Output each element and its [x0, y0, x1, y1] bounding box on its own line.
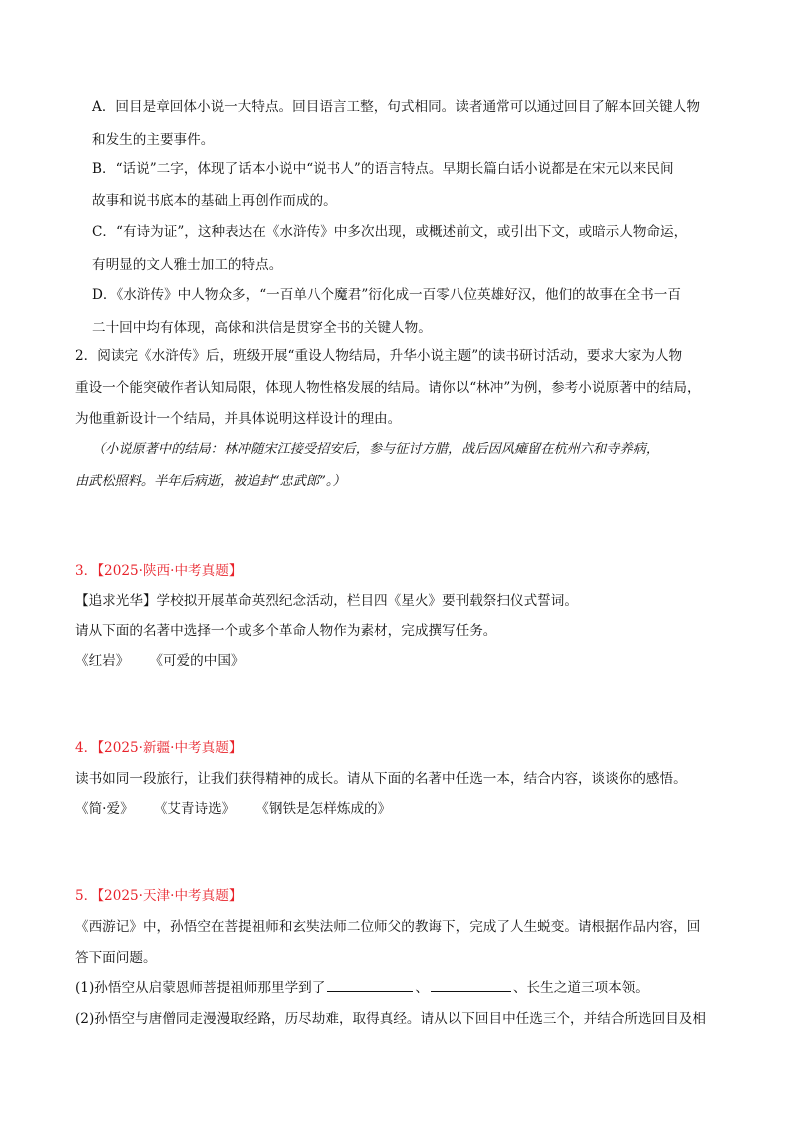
option-c-line-2: 有明显的文人雅士加工的特点。 [92, 257, 283, 273]
option-d-line-2: 二十回中均有体现，高俅和洪信是贯穿全书的关键人物。 [92, 320, 432, 336]
q5-sub1-prefix: (1)孙悟空从启蒙恩师菩提祖师那里学到了 [75, 980, 326, 996]
q5-sub1 [75, 978, 649, 998]
q2-note-line-1: （小说原著中的结局：林冲随宋江接受招安后，参与征讨方腊，战后因风瘫留在杭州六和寺养病， [92, 442, 660, 457]
q5-sub2: (2)孙悟空与唐僧同走漫漫取经路，历尽劫难，取得真经。请从以下回目中任选三个，并结合所选回目及相 [75, 1011, 706, 1027]
q4-line-1: 读书如同一段旅行，让我们获得精神的成长。请从下面的名著中任选一本，结合内容，谈谈你的感悟。 [75, 771, 687, 787]
book-title: 《简·爱》 [75, 801, 134, 817]
q4-books [75, 799, 391, 819]
option-b-line-1: B．“话说”二字，体现了话本小说中“说书人”的语言特点。早期长篇白话小说都是在宋元以来民间 [92, 161, 674, 177]
q2-line-2: 重设一个能突破作者认知局限，体现人物性格发展的结局。请你以“林冲”为例，参考小说原著中的结局， [75, 380, 701, 396]
q5-sub1-suffix: 、长生之道三项本领。 [512, 980, 649, 996]
q5-sub1-sep: 、 [415, 980, 429, 996]
book-title: 《钢铁是怎样炼成的》 [255, 801, 392, 817]
answer-blank-2[interactable] [431, 979, 511, 992]
q3-books [75, 651, 245, 671]
q5-number: 5． [75, 888, 98, 904]
q4-source-tag: 【2025·新疆·中考真题】 [97, 740, 243, 756]
q5-source-tag: 【2025·天津·中考真题】 [97, 888, 243, 904]
book-title: 《艾青诗选》 [153, 801, 236, 817]
book-title: 《红岩》 [75, 653, 130, 669]
q5-line-1: 《西游记》中，孙悟空在菩提祖师和玄奘法师二位师父的教诲下，完成了人生蜕变。请根据作品内容，回 [75, 919, 701, 935]
answer-blank-1[interactable] [327, 979, 413, 992]
q5-header [75, 886, 242, 906]
q3-source-tag: 【2025·陕西·中考真题】 [97, 563, 243, 579]
q2-line-1: 2．阅读完《水浒传》后，班级开展“重设人物结局，升华小说主题”的读书研讨活动，要求大家为人物 [75, 348, 683, 364]
book-title: 《可爱的中国》 [149, 653, 245, 669]
q2-line-3: 为他重新设计一个结局，并具体说明这样设计的理由。 [75, 411, 402, 427]
q3-line-1: 【追求光华】学校拟开展革命英烈纪念活动，栏目四《星火》要刊载祭扫仪式誓词。 [75, 593, 578, 609]
option-b-line-2: 故事和说书底本的基础上再创作而成的。 [92, 193, 337, 209]
q2-note-line-2: 由武松照料。半年后病逝，被追封“忠武郎”。） [75, 474, 346, 489]
option-c-line-1: C．“有诗为证”，这种表达在《水浒传》中多次出现，或概述前文，或引出下文，或暗示人物命运， [92, 224, 688, 240]
q3-line-2: 请从下面的名著中选择一个或多个革命人物作为素材，完成撰写任务。 [75, 623, 497, 639]
q5-line-2: 答下面问题。 [75, 950, 157, 966]
option-a-line-2: 和发生的主要事件。 [92, 132, 215, 148]
option-d-line-1: D．《水浒传》中人物众多，“一百单八个魔君”衍化成一百零八位英雄好汉，他们的故事在全书一百 [92, 287, 681, 303]
q4-header [75, 738, 242, 758]
option-a-line-1: A．回目是章回体小说一大特点。回目语言工整，句式相同。读者通常可以通过回目了解本回关键人物 [92, 99, 700, 115]
q4-number: 4． [75, 740, 98, 756]
q3-header [75, 561, 242, 581]
q3-number: 3． [75, 563, 98, 579]
